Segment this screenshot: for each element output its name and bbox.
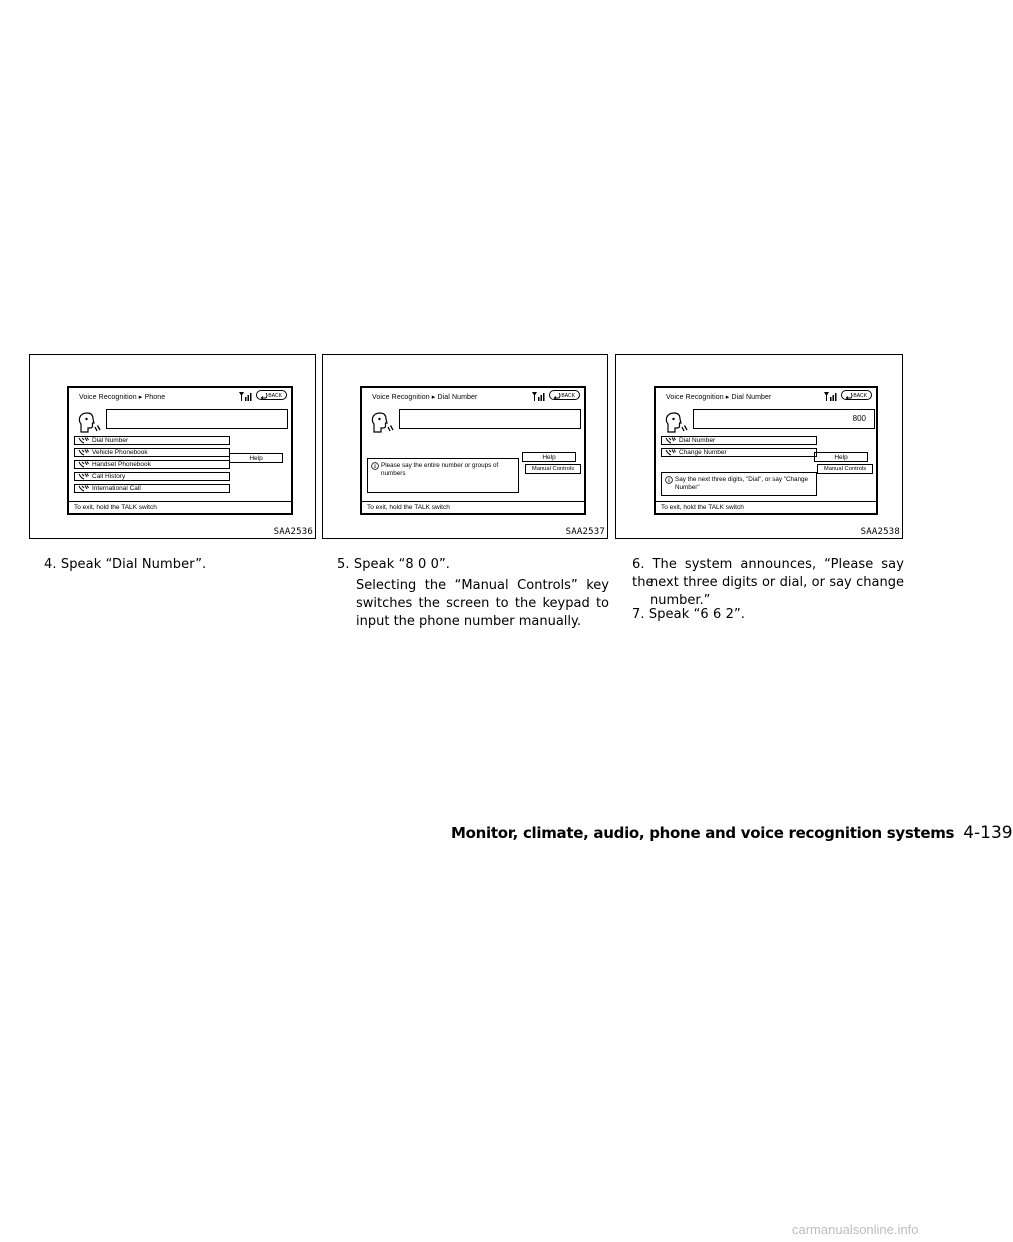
help-button[interactable]: Help: [522, 452, 576, 462]
list-item-handset-phonebook[interactable]: Handset Phonebook: [74, 460, 230, 469]
figure-saa2536: [29, 354, 316, 539]
exit-instruction: To exit, hold the TALK switch: [656, 501, 876, 513]
step-6-continued: next three digits or dial, or say change number.”: [650, 575, 904, 608]
figure-code: SAA2537: [565, 527, 605, 537]
step-5-note: Selecting the “Manual Controls” key switches the screen to the keypad to input the phone number manually.: [356, 578, 609, 629]
step-6: 6. The system announces, “Please say the: [632, 557, 904, 590]
back-label: BACK: [268, 393, 282, 399]
signal-strength-icon: [239, 391, 253, 401]
info-text: Please say the entire number or groups of numbers: [381, 462, 499, 477]
figure-saa2537: [322, 354, 608, 539]
figure-saa2538: [615, 354, 903, 539]
info-prompt-box: [661, 472, 817, 496]
help-button[interactable]: Help: [229, 453, 283, 463]
section-title: Monitor, climate, audio, phone and voice recognition systems: [451, 824, 955, 842]
screen-title: Voice Recognition ▸ Dial Number: [372, 394, 478, 401]
info-icon: [665, 476, 673, 484]
back-button[interactable]: [256, 390, 287, 400]
exit-instruction: To exit, hold the TALK switch: [362, 501, 584, 513]
phone-screen: [67, 386, 293, 515]
phone-voice-icon: [78, 485, 89, 492]
phone-voice-icon: [665, 449, 676, 456]
step-4: 4. Speak “Dial Number”.: [44, 557, 207, 572]
figure-code: SAA2538: [860, 527, 900, 537]
step-7: 7. Speak “6 6 2”.: [632, 607, 746, 622]
manual-controls-button[interactable]: Manual Controls: [525, 464, 581, 474]
list-item-international-call[interactable]: International Call: [74, 484, 230, 493]
dial-number-screen: [360, 386, 586, 515]
help-button[interactable]: Help: [814, 452, 868, 462]
exit-instruction: To exit, hold the TALK switch: [69, 501, 291, 513]
list-item-vehicle-phonebook[interactable]: Vehicle Phonebook: [74, 448, 230, 457]
voice-speaker-icon: [371, 411, 395, 435]
phone-voice-icon: [665, 437, 676, 444]
info-icon: [371, 462, 379, 470]
page-number: 4-139: [963, 823, 1013, 843]
info-text: Say the next three digits, "Dial", or say "Change Number": [675, 476, 809, 491]
phone-voice-icon: [78, 461, 89, 468]
phone-voice-icon: [78, 473, 89, 480]
voice-speaker-icon: [665, 411, 689, 435]
command-list: [661, 436, 817, 460]
manual-controls-button[interactable]: Manual Controls: [817, 464, 873, 474]
phone-voice-icon: [78, 437, 89, 444]
voice-speaker-icon: [78, 411, 102, 435]
back-arrow-icon: [260, 392, 268, 399]
phone-voice-icon: [78, 449, 89, 456]
back-button[interactable]: [549, 390, 580, 400]
list-item-call-history[interactable]: Call History: [74, 472, 230, 481]
dial-number-screen: [654, 386, 878, 515]
command-list: [74, 436, 230, 496]
screen-title: Voice Recognition ▸ Phone: [79, 394, 166, 401]
back-arrow-icon: [553, 392, 561, 399]
info-prompt-box: [367, 458, 519, 493]
back-button[interactable]: [841, 390, 872, 400]
back-label: BACK: [853, 393, 867, 399]
signal-strength-icon: [824, 391, 838, 401]
step-5: 5. Speak “8 0 0”.: [337, 557, 451, 572]
figure-code: SAA2536: [273, 527, 313, 537]
list-item-dial-number[interactable]: Dial Number: [661, 436, 817, 445]
page-footer: [451, 823, 1013, 843]
number-entry-box: [399, 409, 581, 429]
back-label: BACK: [561, 393, 575, 399]
screen-title: Voice Recognition ▸ Dial Number: [666, 394, 772, 401]
list-item-dial-number[interactable]: Dial Number: [74, 436, 230, 445]
signal-strength-icon: [532, 391, 546, 401]
back-arrow-icon: [845, 392, 853, 399]
watermark-link[interactable]: carmanualsonline.info: [792, 1222, 919, 1237]
number-entry-box: [106, 409, 288, 429]
list-item-change-number[interactable]: Change Number: [661, 448, 817, 457]
number-entry-box: 800: [693, 409, 875, 429]
